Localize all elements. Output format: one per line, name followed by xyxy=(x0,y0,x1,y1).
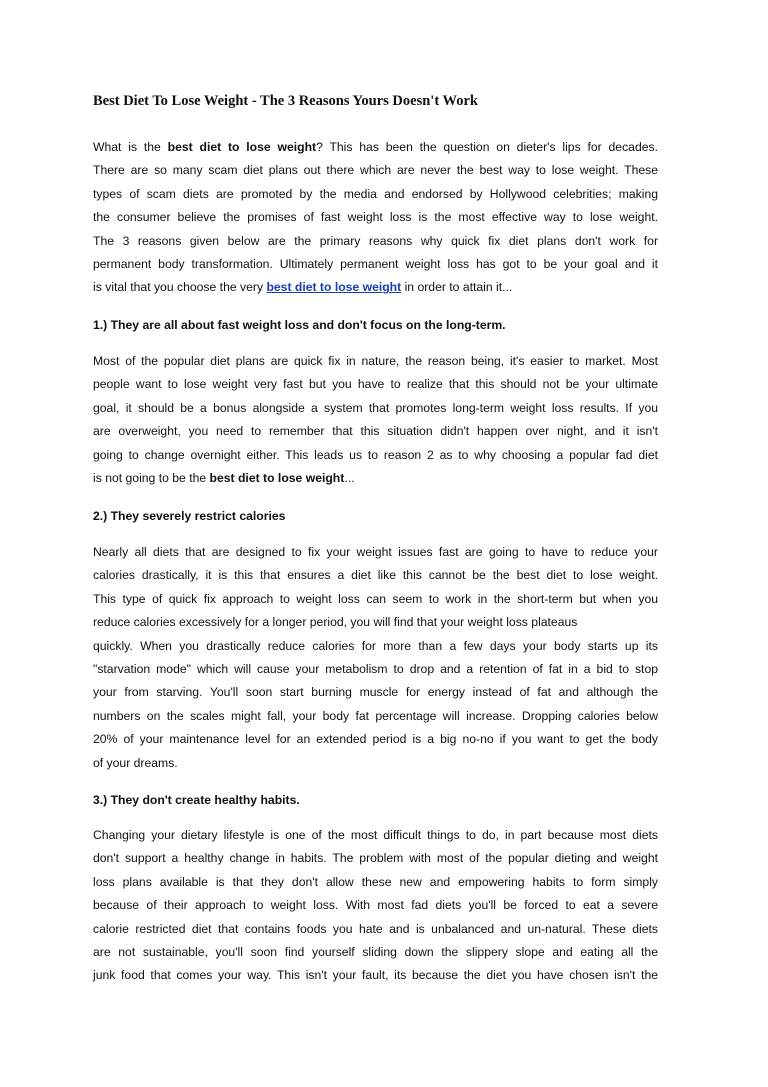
paragraph-line: Changing your dietary lifestyle is one of the most difficult things to do, in part because most diets xyxy=(93,828,658,842)
paragraph-line: Nearly all diets that are designed to fix your weight issues fast are going to have to reduce your xyxy=(93,545,658,559)
paragraph-line: because of their approach to weight loss. With most fad diets you'll be forced to eat a severe xyxy=(93,898,658,913)
section-2-heading: 2.) They severely restrict calories xyxy=(93,509,286,523)
paragraph-line xyxy=(93,136,658,159)
paragraph-line: your from starving. You'll soon start burning muscle for energy instead of fat and although the xyxy=(93,685,658,700)
bold-keyword: best diet to lose weight xyxy=(167,140,317,154)
paragraph-line: junk food that comes your way. This isn't your fault, its because the diet you have chosen isn't the xyxy=(93,968,658,983)
text-run: in order to attain it... xyxy=(401,280,513,295)
text-run: is vital that you choose the very xyxy=(93,280,267,295)
section-3-heading: 3.) They don't create healthy habits. xyxy=(93,793,300,807)
paragraph-line: numbers on the scales might fall, your body fat percentage will increase. Dropping calories below xyxy=(93,708,658,723)
paragraph-line xyxy=(93,276,658,299)
paragraph-line: reduce calories excessively for a longer period, you will find that your weight loss plateaus xyxy=(93,615,578,630)
document-title: Best Diet To Lose Weight - The 3 Reasons Yours Doesn't Work xyxy=(93,93,478,109)
paragraph-line: Most of the popular diet plans are quick fix in nature, the reason being, it's easier to market. Most xyxy=(93,354,658,368)
paragraph-line: of your dreams. xyxy=(93,755,178,770)
section-3-paragraph xyxy=(93,824,658,988)
text-run: is not going to be the xyxy=(93,471,210,486)
paragraph-line: don't support a healthy change in habits. The problem with most of the popular dieting and weight xyxy=(93,851,658,866)
paragraph-line xyxy=(93,467,658,490)
paragraph-line: The 3 reasons given below are the primary reasons why quick fix diet plans don't work for xyxy=(93,233,658,248)
paragraph-line: types of scam diets are promoted by the media and endorsed by Hollywood celebrities; making xyxy=(93,186,658,201)
best-diet-link[interactable]: best diet to lose weight xyxy=(266,280,402,295)
section-2-paragraph xyxy=(93,541,658,775)
bold-keyword: best diet to lose weight xyxy=(209,471,345,486)
paragraph-line: goal, it should be a bonus alongside a system that promotes long-term weight loss results. If you xyxy=(93,400,658,415)
text-run: What is the xyxy=(93,140,168,154)
paragraph-line: permanent body transformation. Ultimately permanent weight loss has got to be your goal and it xyxy=(93,257,658,272)
paragraph-line: There are so many scam diet plans out there which are never the best way to lose weight. These xyxy=(93,163,658,178)
paragraph-line: going to change overnight either. This leads us to reason 2 as to why choosing a popular fad diet xyxy=(93,447,658,462)
paragraph-line: are not sustainable, you'll soon find yourself sliding down the slippery slope and eating all the xyxy=(93,945,658,960)
paragraph-line: This type of quick fix approach to weight loss can seem to work in the short-term but when you xyxy=(93,591,658,606)
paragraph-line: 20% of your maintenance level for an extended period is a big no-no if you want to get the body xyxy=(93,732,658,747)
paragraph-line: calorie restricted diet that contains foods you hate and is unbalanced and un-natural. These diets xyxy=(93,921,658,936)
section-1-paragraph xyxy=(93,350,658,490)
intro-paragraph xyxy=(93,136,658,300)
paragraph-line: the consumer believe the promises of fast weight loss is the most effective way to lose weight. xyxy=(93,210,658,225)
paragraph-line: loss plans available is that they don't allow these new and empowering habits to form simply xyxy=(93,874,658,889)
section-1-heading: 1.) They are all about fast weight loss and don't focus on the long-term. xyxy=(93,318,506,332)
paragraph-line: "starvation mode" which will cause your metabolism to drop and a retention of fat in a bid to stop xyxy=(93,662,658,677)
paragraph-line: people want to lose weight very fast but you have to realize that this should not be your ultimate xyxy=(93,377,658,392)
text-run: ... xyxy=(344,471,355,486)
paragraph-line: calories drastically, it is this that ensures a diet like this cannot be the best diet to lose weight. xyxy=(93,568,658,583)
text-run: ? This has been the question on dieter's lips for decades. xyxy=(316,140,658,154)
paragraph-line: are overweight, you need to remember that this situation didn't happen over night, and it isn't xyxy=(93,424,658,439)
paragraph-line: quickly. When you drastically reduce calories for more than a few days your body starts up its xyxy=(93,638,658,653)
